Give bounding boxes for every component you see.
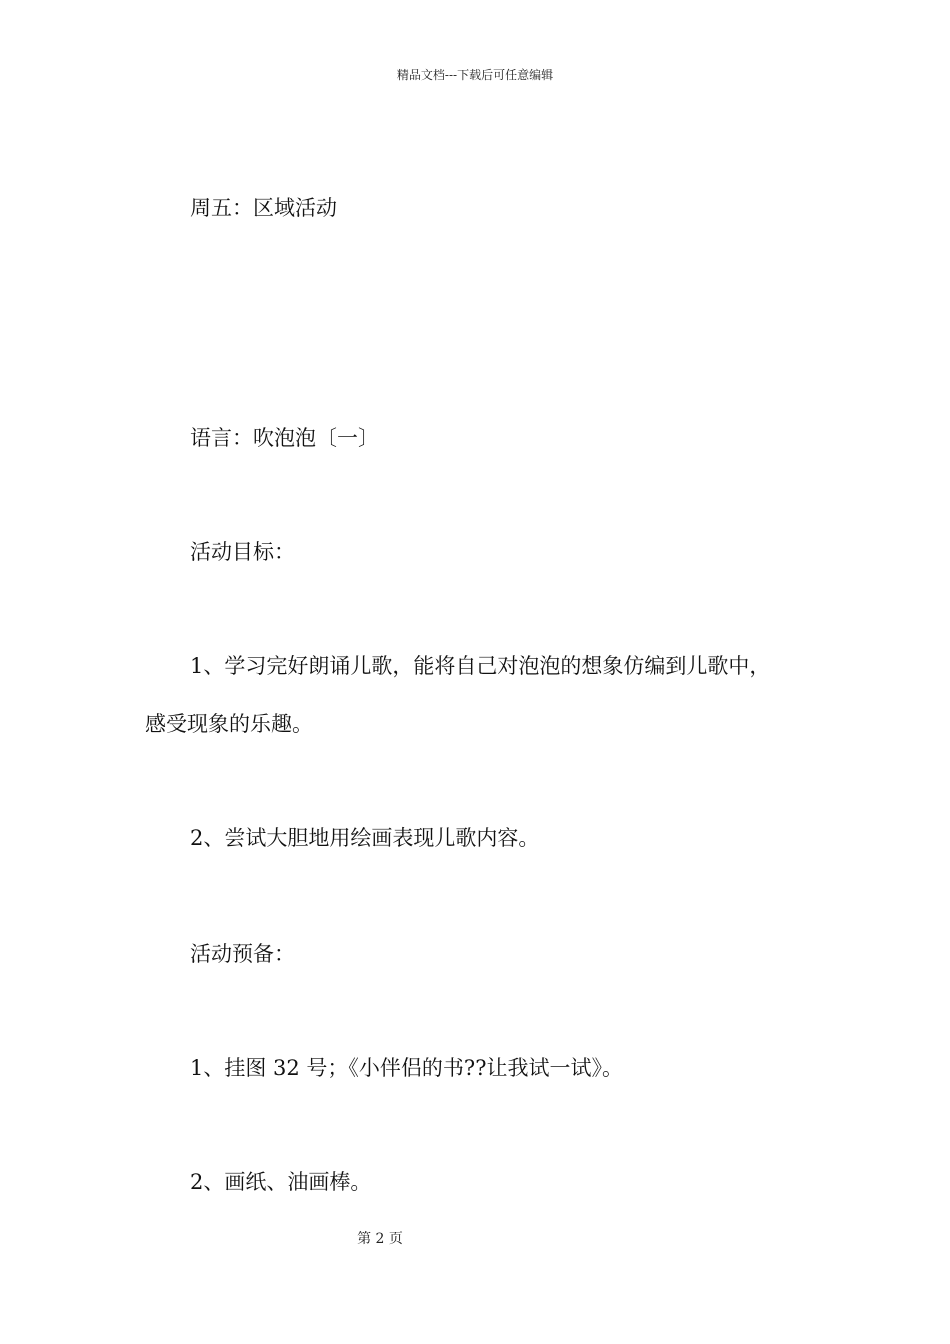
goal-item-2: 2、尝试大胆地用绘画表现儿歌内容。 xyxy=(190,826,540,850)
activity-title: 语言：吹泡泡〔一〕 xyxy=(190,426,379,450)
day-heading: 周五：区域活动 xyxy=(190,196,337,220)
page-number: 第 2 页 xyxy=(357,1231,403,1247)
preparation-heading: 活动预备： xyxy=(190,942,295,966)
preparation-item-2: 2、画纸、油画棒。 xyxy=(190,1170,372,1194)
goal-item-1-continued: 感受现象的乐趣。 xyxy=(145,712,313,736)
goal-item-1: 1、学习完好朗诵儿歌，能将自己对泡泡的想象仿编到儿歌中， xyxy=(190,654,771,678)
preparation-item-1: 1、挂图 32 号；《小伴侣的书??让我试一试》。 xyxy=(190,1056,623,1080)
page-header: 精品文档---下载后可任意编辑 xyxy=(396,68,554,82)
goals-heading: 活动目标： xyxy=(190,540,295,564)
